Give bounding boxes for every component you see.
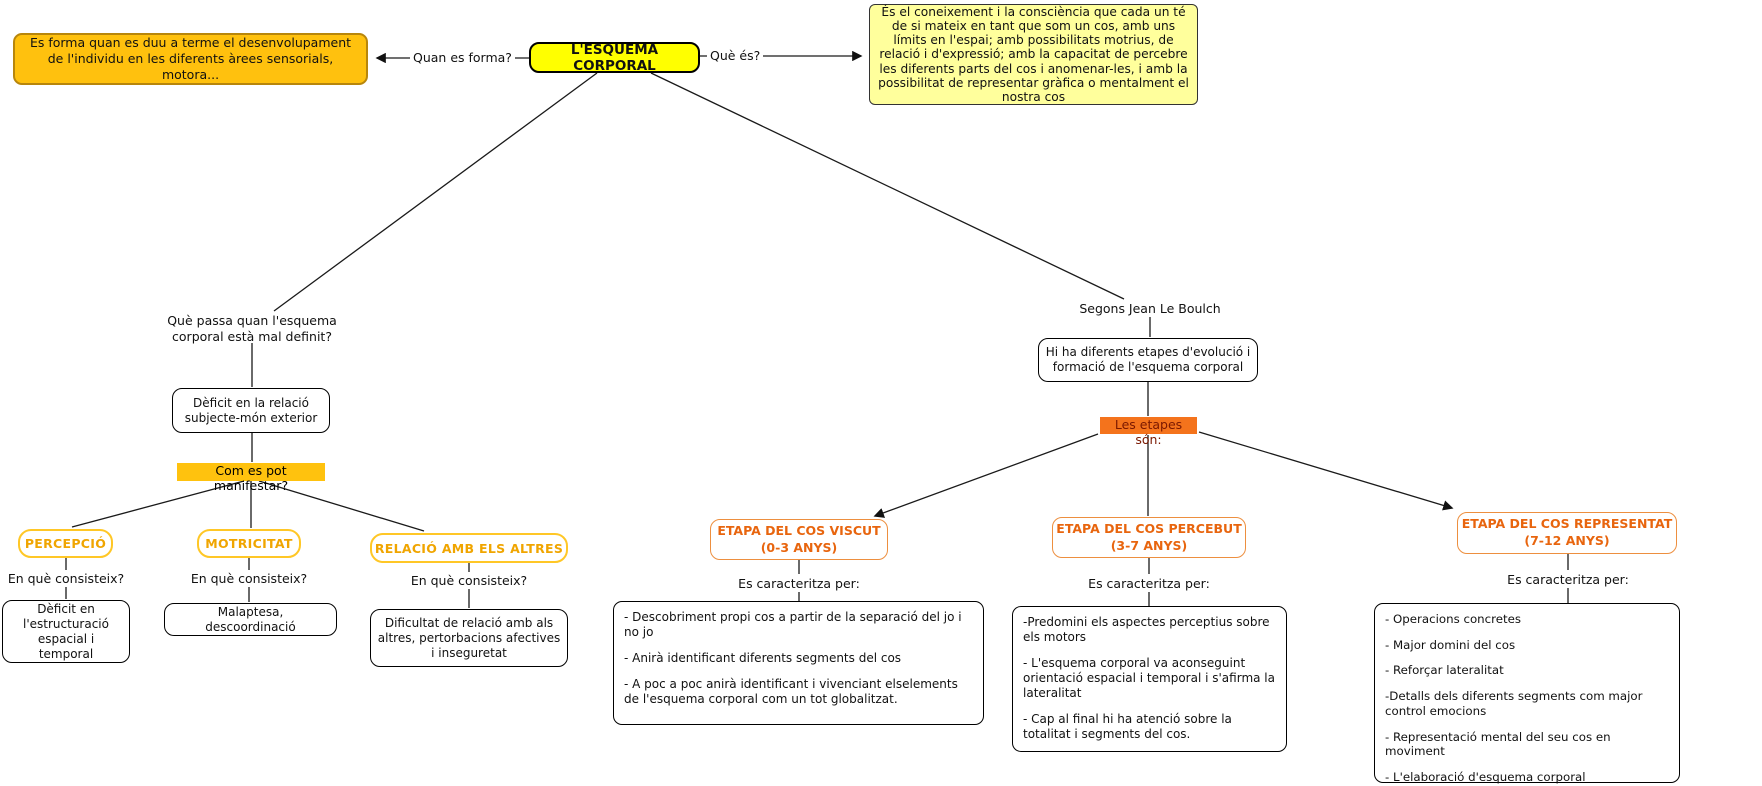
percepcio-question: En què consisteix?	[7, 571, 125, 586]
source-text: Segons Jean Le Boulch	[1079, 301, 1221, 316]
stages-intro-node	[1038, 338, 1258, 382]
representat-trait-3: - Reforçar lateralitat	[1385, 663, 1504, 678]
manifest-question-highlight: Com es pot manifestar?	[177, 463, 325, 481]
stage-viscut-name: ETAPA DEL COS VISCUT	[717, 522, 881, 538]
percebut-traits-node	[1012, 606, 1287, 752]
page-title: L'ESQUEMA CORPORAL	[570, 41, 659, 74]
viscut-trait-1: - Descobriment propi cos a partir de la separació del jo i no jo	[624, 610, 962, 639]
relacio-question: En què consisteix?	[410, 573, 528, 588]
stage-representat-age: (7-12 ANYS)	[1524, 533, 1610, 548]
representat-traits-node	[1374, 603, 1680, 783]
deficit-text: Dèficit en la relació subjecte-món exterior	[184, 395, 318, 425]
percebut-question: Es caracteritza per:	[1088, 576, 1210, 591]
relacio-detail-node	[370, 609, 568, 667]
motricitat-label: MOTRICITAT	[205, 536, 293, 551]
viscut-question: Es caracteritza per:	[738, 576, 860, 591]
motricitat-question: En què consisteix?	[190, 571, 308, 586]
motricitat-detail-node	[164, 603, 337, 636]
stage-representat-name: ETAPA DEL COS REPRESENTAT	[1461, 516, 1673, 532]
edge-label-que-es: Què és?	[707, 48, 763, 63]
relacio-label: RELACIÓ AMB ELS ALTRES	[374, 540, 564, 556]
edge-label-quan-es-forma: Quan es forma?	[410, 50, 515, 65]
viscut-trait-2: - Anirà identificant diferents segments del cos	[624, 651, 902, 665]
viscut-traits-node	[613, 601, 984, 725]
edge-etapes-to-viscut	[875, 434, 1098, 516]
stage-percebut-age: (3-7 ANYS)	[1110, 537, 1188, 553]
representat-trait-6: - L'elaboració d'esquema corporal	[1385, 770, 1586, 785]
left-branch-question: Què passa quan l'esquema corporal està mal definit?	[167, 313, 337, 344]
viscut-trait-3: - A poc a poc anirà identificant i vivenciant elselements de l'esquema corporal com un tot globalitzat.	[624, 677, 958, 706]
representat-trait-5: - Representació mental del seu cos en moviment	[1385, 729, 1611, 759]
percepcio-detail-text: Dèficit en l'estructuració espacial i temporal	[23, 601, 109, 661]
representat-trait-2: - Major domini del cos	[1385, 637, 1516, 652]
percebut-trait-2: - L'esquema corporal va aconseguint orientació espacial i temporal i s'afirma la lateralitat	[1023, 656, 1275, 700]
definition-text: És el coneixement i la consciència que cada un té de si mateix en tant que som un cos, amb uns límits en l'espai; amb possibilitats motrius, de relació i d'expressió; amb la capacitat de percebre les diferents parts del cos i anomenar-les, i amb la possibilitat de representar gràfica o mentalment el nostra cos	[878, 4, 1189, 105]
manifestation-percepcio	[18, 529, 113, 558]
representat-question: Es caracteritza per:	[1507, 572, 1629, 587]
stages-intro-text: Hi ha diferents etapes d'evolució i formació de l'esquema corporal	[1045, 345, 1251, 374]
formation-text: Es forma quan es duu a terme el desenvolupament de l'individu en les diferents àrees sensorials, motora...	[29, 34, 352, 83]
definition-node	[869, 4, 1198, 105]
stage-representat-node	[1457, 512, 1677, 554]
edge-title-to-left-branch	[274, 73, 597, 311]
percebut-trait-1: -Predomini els aspectes perceptius sobre els motors	[1023, 615, 1270, 644]
representat-trait-1: - Operacions concretes	[1385, 612, 1522, 626]
representat-trait-4: -Detalls dels diferents segments com major control emocions	[1385, 689, 1643, 718]
stages-label-highlight: Les etapes són:	[1100, 417, 1197, 434]
stage-percebut-node	[1052, 517, 1246, 558]
stage-viscut-age: (0-3 ANYS)	[760, 539, 838, 555]
edge-etapes-to-representat	[1199, 432, 1452, 508]
edge-title-to-right-branch	[651, 73, 1124, 299]
manifestation-relacio	[370, 533, 568, 563]
percepcio-detail-node	[2, 600, 130, 663]
relacio-detail-text: Dificultat de relació amb als altres, pertorbacions afectives i inseguretat	[377, 615, 561, 660]
manifestation-motricitat	[197, 529, 301, 558]
title-node	[529, 42, 700, 73]
stage-percebut-name: ETAPA DEL COS PERCEBUT	[1056, 520, 1242, 536]
percebut-trait-3: - Cap al final hi ha atenció sobre la totalitat i segments del cos.	[1023, 712, 1232, 741]
percepcio-label: PERCEPCIÓ	[24, 536, 107, 551]
formation-node	[13, 33, 368, 85]
stage-viscut-node	[710, 519, 888, 560]
motricitat-detail-text: Malaptesa, descoordinació	[205, 604, 296, 634]
deficit-node	[172, 388, 330, 433]
